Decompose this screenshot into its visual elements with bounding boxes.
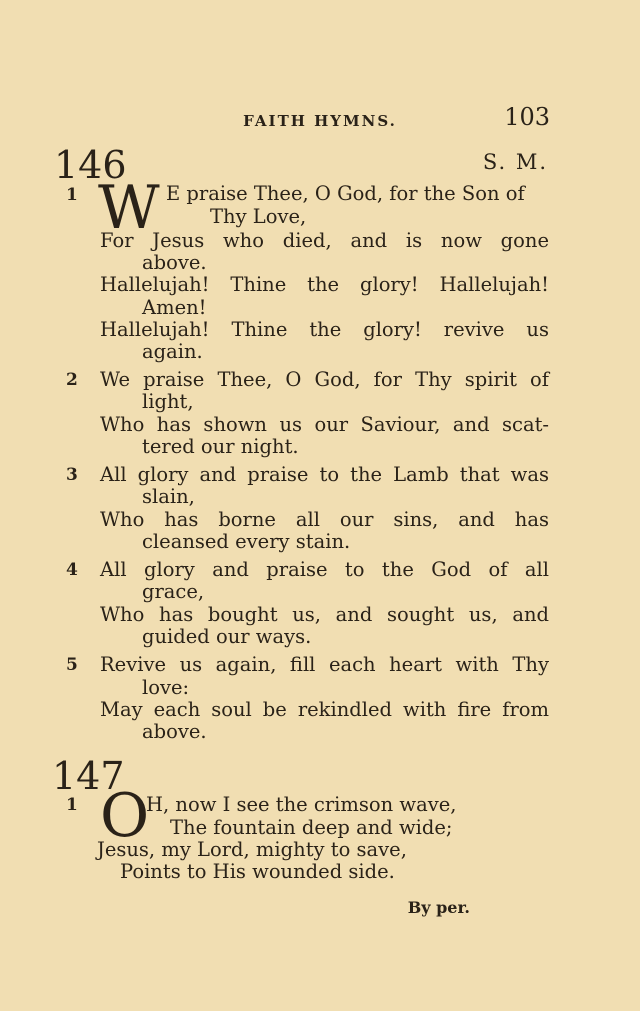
verse-line: Thy Love, (210, 205, 307, 228)
verse-line: Points to His wounded side. (120, 860, 395, 883)
verse-line: The fountain deep and wide; (170, 816, 453, 839)
verse-line: Revive us again, fill each heart with Thy (100, 653, 549, 676)
verse-line: guided our ways. (142, 625, 312, 648)
verse-line: May each soul be rekindled with fire from (100, 698, 549, 721)
verse-line: We praise Thee, O God, for Thy spirit of (100, 368, 549, 391)
verse-number: 2 (66, 370, 78, 390)
verse-line: love: (142, 676, 190, 699)
verse-line: All glory and praise to the Lamb that was (100, 463, 549, 486)
verse-number: 1 (66, 185, 78, 205)
verse-number: 4 (66, 560, 78, 580)
verse-line: E praise Thee, O God, for the Son of (166, 182, 525, 205)
verse-line: cleansed every stain. (142, 530, 351, 553)
verse-line: again. (142, 340, 203, 363)
verse-line: Hallelujah! Thine the glory! Hallelujah! (100, 273, 549, 296)
running-title: FAITH HYMNS. (243, 112, 397, 130)
verse-line: Who has bought us, and sought us, and (100, 603, 549, 626)
verse-line: Hallelujah! Thine the glory! revive us (100, 318, 549, 341)
hymn-number: 146 (54, 143, 127, 187)
verse-line: Who has borne all our sins, and has (100, 508, 549, 531)
page-number: 103 (504, 103, 550, 131)
verse-line: above. (142, 720, 207, 743)
verse-line: Jesus, my Lord, mighty to save, (97, 838, 407, 861)
verse-line: slain, (142, 485, 195, 508)
verse-line: For Jesus who died, and is now gone (100, 229, 549, 252)
hymn-meter: S. M. (482, 150, 548, 174)
verse-number: 1 (66, 795, 78, 815)
verse-line: Amen! (142, 296, 207, 319)
verse-number: 3 (66, 465, 78, 485)
drop-cap: O (100, 781, 150, 851)
verse-line: Who has shown us our Saviour, and scat- (100, 413, 549, 436)
verse-line: above. (142, 251, 207, 274)
drop-cap: W (98, 173, 160, 243)
permission-credit: By per. (407, 898, 470, 917)
verse-line: grace, (142, 580, 205, 603)
verse-number: 5 (66, 655, 78, 675)
verse-line: tered our night. (142, 435, 299, 458)
verse-line: All glory and praise to the God of all (100, 558, 549, 581)
hymn-number: 147 (52, 754, 125, 798)
verse-line: light, (142, 390, 194, 413)
verse-line: H, now I see the crimson wave, (146, 793, 457, 816)
